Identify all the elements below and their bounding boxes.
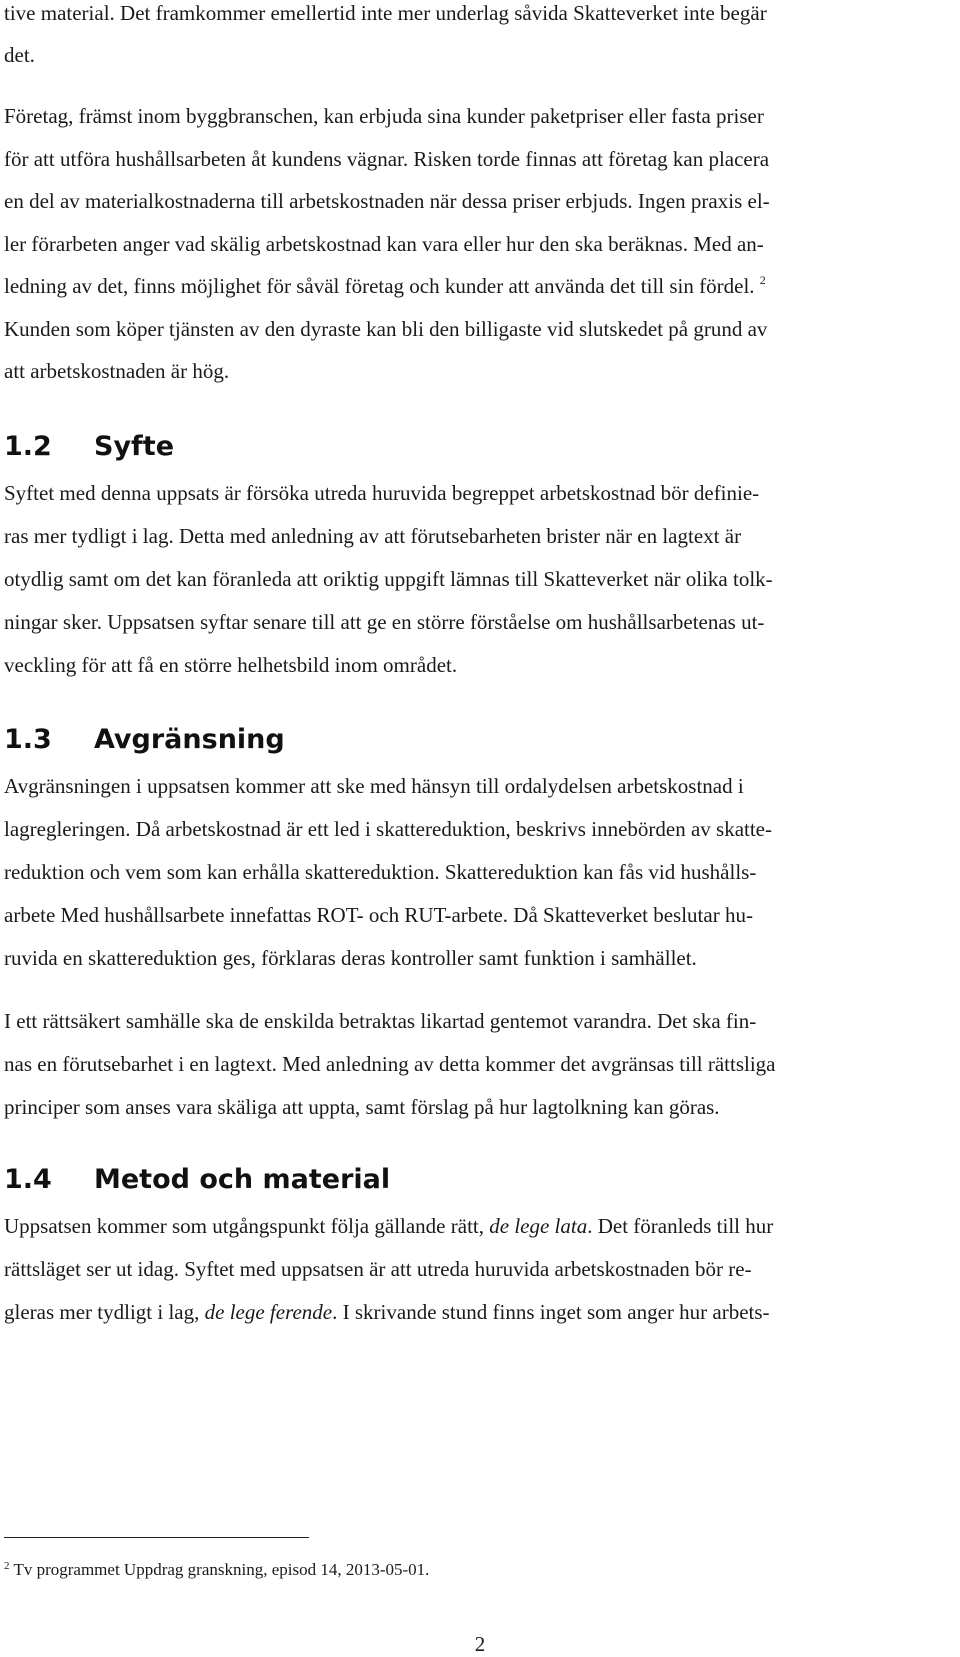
text-line: principer som anses vara skäliga att uppta, samt förslag på hur lagtolkning kan göras. <box>4 1095 720 1119</box>
text-line: nas en förutsebarhet i en lagtext. Med anledning av detta kommer det avgränsas till rättsliga <box>4 1052 776 1076</box>
page-number: 2 <box>474 1632 486 1656</box>
text-line <box>4 273 904 299</box>
text-line: otydlig samt om det kan föranleda att oriktig uppgift lämnas till Skatteverket när olika tolk- <box>4 567 773 591</box>
text-line: rättsläget ser ut idag. Syftet med uppsatsen är att utreda huruvida arbetskostnaden bör re- <box>4 1257 752 1281</box>
text-line: ruvida en skattereduktion ges, förklaras deras kontroller samt funktion i samhället. <box>4 946 697 970</box>
text-line: Avgränsningen i uppsatsen kommer att ske med hänsyn till ordalydelsen arbetskostnad i <box>4 774 744 798</box>
text-line: tive material. Det framkommer emellertid inte mer underlag såvida Skatteverket inte begär <box>4 1 767 25</box>
section-number: 1.3 <box>4 724 52 755</box>
text-line: veckling för att få en större helhetsbild inom området. <box>4 653 458 677</box>
text-line: arbete Med hushållsarbete innefattas ROT- och RUT-arbete. Då Skatteverket beslutar hu- <box>4 903 753 927</box>
text-line: en del av materialkostnaderna till arbetskostnaden när dessa priser erbjuds. Ingen praxis el- <box>4 189 770 213</box>
section-title: Metod och material <box>94 1164 391 1195</box>
text-line <box>4 1299 904 1325</box>
footnote-text: Tv programmet Uppdrag granskning, episod 14, 2013-05-01. <box>13 1560 430 1579</box>
text-line: reduktion och vem som kan erhålla skattereduktion. Skattereduktion kan fås vid hushålls- <box>4 860 757 884</box>
text-line: ler förarbeten anger vad skälig arbetskostnad kan vara eller hur den ska beräknas. Med an- <box>4 232 764 256</box>
footnote-number: 2 <box>4 1560 10 1572</box>
text-line: Syftet med denna uppsats är försöka utreda huruvida begreppet arbetskostnad bör definie- <box>4 481 760 505</box>
text-line: ras mer tydligt i lag. Detta med anledning av att förutsebarheten brister när en lagtext är <box>4 524 742 548</box>
section-title: Avgränsning <box>94 724 285 755</box>
section-heading-metod <box>4 1163 390 1197</box>
latin-term: de lege ferende <box>204 1300 333 1324</box>
text-segment: Uppsatsen kommer som utgångspunkt följa gällande rätt, <box>4 1214 484 1238</box>
text-line: att arbetskostnaden är hög. <box>4 359 230 383</box>
text-line: för att utföra hushållsarbeten åt kundens vägnar. Risken torde finnas att företag kan placera <box>4 147 770 171</box>
text-line: det. <box>4 43 35 67</box>
text-line: Företag, främst inom byggbranschen, kan erbjuda sina kunder paketpriser eller fasta priser <box>4 104 764 128</box>
text-line: Kunden som köper tjänsten av den dyraste kan bli den billigaste vid slutskedet på grund av <box>4 317 768 341</box>
footnote-reference: 2 <box>759 273 766 287</box>
text-line <box>4 1213 904 1239</box>
section-number: 1.4 <box>4 1164 52 1195</box>
section-title: Syfte <box>94 431 175 462</box>
text-segment: . I skrivande stund finns inget som anger hur arbets- <box>332 1300 770 1324</box>
latin-term: de lege lata <box>489 1214 588 1238</box>
text-line-body: ledning av det, finns möjlighet för såväl företag och kunder att använda det till sin fördel. <box>4 274 755 298</box>
text-line: ningar sker. Uppsatsen syftar senare till att ge en större förståelse om hushållsarbetenas ut- <box>4 610 765 634</box>
section-number: 1.2 <box>4 431 52 462</box>
text-segment: gleras mer tydligt i lag, <box>4 1300 200 1324</box>
text-line: lagregleringen. Då arbetskostnad är ett led i skattereduktion, beskrivs innebörden av skatte- <box>4 817 772 841</box>
footnote-separator <box>4 1537 309 1538</box>
text-segment: . Det föranleds till hur <box>587 1214 774 1238</box>
text-line: I ett rättsäkert samhälle ska de enskilda betraktas likartad gentemot varandra. Det ska fin- <box>4 1009 757 1033</box>
footnote <box>4 1559 429 1581</box>
section-heading-avgransning <box>4 723 285 757</box>
section-heading-syfte <box>4 430 174 464</box>
